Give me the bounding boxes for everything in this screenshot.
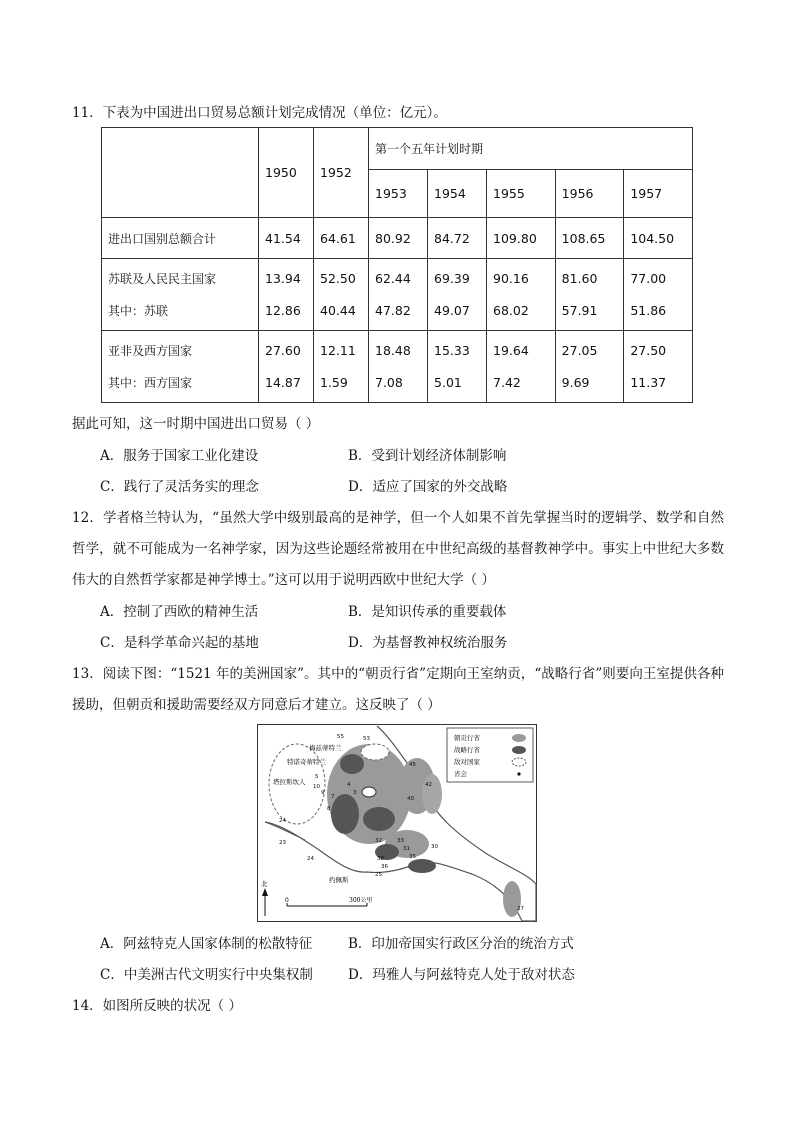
legend-strategic: 战略行省 [454,746,480,754]
q13-stem: 13．阅读下图：“1521 年的美洲国家”。其中的“朝贡行省”定期向王室纳贡，“战略行省”则要向王室提供各种援助，但朝贡和援助需要经双方同意后才建立。这反映了（ ） [72,666,724,713]
q12-stem: 12．学者格兰特认为，“虽然大学中级别最高的是神学，但一个人如果不首先掌握当时的逻辑学、数学和自然哲学，就不可能成为一名神学家，因为这些论题经常被用在中世纪高级的基督教神学中。事实上中世纪大多数伟大的自然哲学家都是神学博士。”这可以用于说明西欧中世纪大学（ ） [72,510,724,588]
q11-question: 据此可知，这一时期中国进出口贸易（ ） [72,416,320,432]
place-tarascans: 塔拉斯坎人 [273,778,306,786]
cell-sub: 57.91 [561,302,598,318]
cell-main: 77.00 [630,270,667,286]
province-number: 35 [409,854,416,860]
year-1950: 1950 [259,128,314,218]
q11-option-b[interactable]: B．受到计划经济体制影响 [348,448,507,464]
year-1953: 1953 [369,170,428,218]
aztec-map-figure [257,724,537,922]
place-yopes: 约佩斯 [329,876,349,884]
province-number: 7 [331,794,335,800]
scale-label: 300公里 [349,897,373,904]
q11-option-c[interactable]: C．践行了灵活务实的理念 [100,479,259,495]
cell-main: 52.50 [320,270,356,286]
province-number: 8 [327,806,331,812]
cell [314,259,369,331]
cell [259,259,314,331]
q12-option-c[interactable]: C．是科学革命兴起的基地 [100,635,259,651]
cell-main: 12.11 [320,342,356,358]
province-number: 38 [377,856,384,862]
legend-capital: 省会 [454,770,467,778]
cell-main: 27.05 [561,342,598,358]
hostile-state [361,744,389,760]
cell-sub: 47.82 [375,302,411,318]
legend-capital-swatch [517,772,520,775]
cell-sub: 40.44 [320,302,356,318]
cell-sub: 7.08 [375,374,403,390]
cell: 84.72 [428,218,487,259]
north-label: 北 [261,880,268,888]
cell-main: 19.64 [493,342,529,358]
cell [487,331,556,403]
legend-hostile: 敌对国家 [454,758,480,766]
place-tenochtitlan: 特诺奇蒂特兰 [287,758,326,766]
q13-option-c[interactable]: C．中美洲古代文明实行中央集权制 [100,967,313,983]
cell-sub: 9.69 [561,374,590,390]
province-number: 5 [315,774,319,780]
province-number: 3 [353,790,357,796]
cell [369,331,428,403]
table-row [102,331,693,403]
tributary-province [422,774,442,814]
period-header: 第一个五年计划时期 [369,128,693,170]
province-number: 42 [425,782,432,788]
cell-main: 27.60 [265,342,301,358]
cell-sub: 14.87 [265,374,301,390]
province-number: 4 [347,782,351,788]
province-number: 55 [337,734,344,740]
strategic-province [340,754,364,774]
cell-sub: 11.37 [630,374,667,390]
row-sub-label: 其中：苏联 [108,303,169,318]
cell [487,259,556,331]
cell [314,331,369,403]
year-1952: 1952 [314,128,369,218]
province-number: 40 [407,796,414,802]
legend-tributary-swatch [512,734,526,742]
legend-tributary: 朝贡行省 [454,734,480,742]
cell: 80.92 [369,218,428,259]
cell-main: 27.50 [630,342,667,358]
cell-sub: 49.07 [434,302,470,318]
row-label: 进出口国别总额合计 [102,218,259,259]
cell-sub: 7.42 [493,374,521,390]
province-number: 27 [517,906,524,912]
province-number: 31 [403,846,410,852]
q12-option-d[interactable]: D．为基督教神权统治服务 [348,635,508,651]
q13-option-b[interactable]: B．印加帝国实行政区分治的统治方式 [348,936,574,952]
cell: 64.61 [314,218,369,259]
year-1955: 1955 [487,170,556,218]
province-number: 23 [279,840,286,846]
table-row [102,259,693,331]
table-corner-cell [102,128,259,218]
row-label [102,331,259,403]
row-main-label: 苏联及人民民主国家 [108,271,217,286]
cell-main: 18.48 [375,342,411,358]
cell-main: 81.60 [561,270,598,286]
province-number: 9 [321,790,325,796]
cell-main: 90.16 [493,270,529,286]
cell-main: 15.33 [434,342,470,358]
province-number: 30 [431,844,438,850]
strategic-province [363,807,395,831]
province-number: 53 [363,736,370,742]
cell [555,331,624,403]
cell-sub: 12.86 [265,302,301,318]
q11-option-d[interactable]: D．适应了国家的外交战略 [348,479,508,495]
cell [428,331,487,403]
cell-sub: 5.01 [434,374,462,390]
lake [362,787,376,797]
strategic-province [408,859,436,873]
province-number: 10 [313,784,320,790]
cell-sub: 51.86 [630,302,667,318]
cell-main: 62.44 [375,270,411,286]
province-number: 36 [381,864,388,870]
cell: 109.80 [487,218,556,259]
cell-sub: 1.59 [320,374,348,390]
row-sub-label: 其中：西方国家 [108,375,193,390]
province-number: 25 [375,872,382,878]
cell-sub: 68.02 [493,302,529,318]
scale-zero: 0 [285,897,289,904]
table-row [102,218,693,259]
cell-main: 13.94 [265,270,301,286]
q13-option-a[interactable]: A．阿兹特克人国家体制的松散特征 [100,936,313,952]
province-number: 45 [409,762,416,768]
cell [624,331,693,403]
row-main-label: 亚非及西方国家 [108,343,193,358]
cell [555,259,624,331]
q14-stem: 14．如图所反映的状况（ ） [72,998,242,1014]
strategic-province [331,794,359,834]
q12-option-b[interactable]: B．是知识传承的重要载体 [348,604,507,620]
q11-stem: 11．下表为中国进出口贸易总额计划完成情况（单位：亿元）。 [72,105,447,121]
cell: 108.65 [555,218,624,259]
trade-table [101,127,693,403]
place-metztitlan: 梅兹蒂特兰 [309,744,342,752]
cell [428,259,487,331]
province-number: 32 [375,838,382,844]
cell [259,331,314,403]
q12-option-a[interactable]: A．控制了西欧的精神生活 [100,604,259,620]
province-number: 24 [279,818,286,824]
q13-option-d[interactable]: D．玛雅人与阿兹特克人处于敌对状态 [348,967,575,983]
year-1956: 1956 [555,170,624,218]
q11-option-a[interactable]: A．服务于国家工业化建设 [100,448,259,464]
legend-strategic-swatch [512,746,526,754]
cell: 41.54 [259,218,314,259]
cell: 104.50 [624,218,693,259]
year-1954: 1954 [428,170,487,218]
province-number: 33 [397,838,404,844]
cell-main: 69.39 [434,270,470,286]
province-number: 24 [307,856,314,862]
cell [369,259,428,331]
cell [624,259,693,331]
row-label [102,259,259,331]
year-1957: 1957 [624,170,693,218]
